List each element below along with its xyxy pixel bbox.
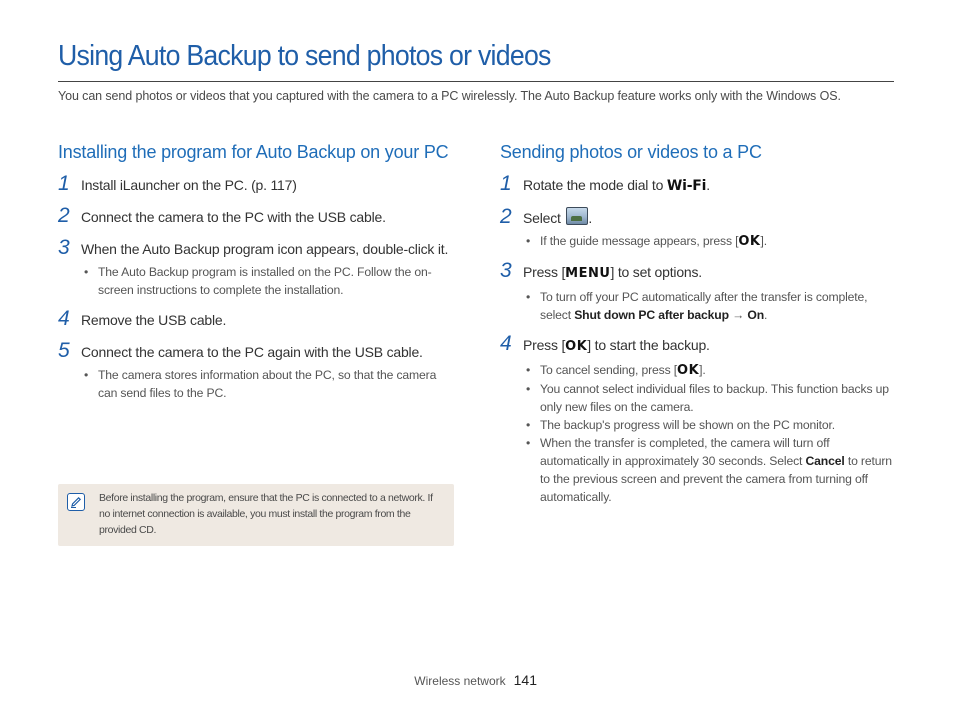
step-bullets xyxy=(523,361,896,506)
step-text: Press [ xyxy=(523,337,566,353)
intro-paragraph: You can send photos or videos that you captured with the camera to a PC wirelessly. The Auto Backup feature works only with the Windows OS. xyxy=(58,89,841,103)
bullet-item xyxy=(523,434,896,506)
sending-section xyxy=(500,140,896,506)
bullet-text-end: . xyxy=(764,308,768,322)
bullet-text-end: to return to the previous screen and prevent the camera from turning off automatically. xyxy=(540,454,892,504)
note-box xyxy=(58,484,454,546)
step-text: Rotate the mode dial to xyxy=(523,177,667,193)
step-number: 3 xyxy=(58,236,70,259)
install-heading: Installing the program for Auto Backup on your PC xyxy=(58,142,449,162)
step-text-end: ] to start the backup. xyxy=(587,337,710,353)
cancel-option-label: Cancel xyxy=(805,454,845,468)
bullet-text: When the transfer is completed, the camera will turn off automatically in approximately 30 seconds. Select xyxy=(540,436,830,468)
step-bullets xyxy=(81,263,454,299)
step-text: Connect the camera to the PC again with the USB cable. xyxy=(81,344,423,360)
step-number: 5 xyxy=(58,339,70,362)
auto-backup-icon xyxy=(566,207,588,225)
ok-button-glyph: OK xyxy=(738,234,761,249)
step-number: 2 xyxy=(500,205,512,228)
menu-value-label: On xyxy=(747,308,765,322)
bullet-item xyxy=(523,232,896,251)
arrow-glyph: → xyxy=(728,308,748,322)
bullet-text: To cancel sending, press [ xyxy=(540,363,678,377)
sending-heading: Sending photos or videos to a PC xyxy=(500,142,762,162)
bullet-text: To turn off your PC automatically after the transfer is complete, select xyxy=(540,290,868,322)
step-text-end: . xyxy=(706,177,710,193)
step-text: Connect the camera to the PC with the USB cable. xyxy=(81,209,386,225)
menu-button-glyph: MENU xyxy=(565,266,611,281)
bullet-item: • The camera stores information about the PC, so that the camera can send files to the PC. xyxy=(81,366,454,402)
step-text: When the Auto Backup program icon appears, double-click it. xyxy=(81,241,449,257)
install-step-1 xyxy=(58,174,454,196)
step-number: 1 xyxy=(58,172,70,195)
step-number: 4 xyxy=(58,307,70,330)
send-step-3 xyxy=(500,261,896,324)
note-text: Before installing the program, ensure that the PC is connected to a network. If no internet connection is available, you must install the program from the provided CD. xyxy=(99,492,433,536)
step-bullets xyxy=(523,288,896,324)
bullet-item: • The backup's progress will be shown on the PC monitor. xyxy=(523,416,896,434)
step-number: 3 xyxy=(500,259,512,282)
wifi-mode-glyph: Wi-Fi xyxy=(666,178,707,194)
send-step-4 xyxy=(500,334,896,506)
bullet-text: If the guide message appears, press [ xyxy=(540,234,739,248)
step-text: Press [ xyxy=(523,264,566,280)
install-step-5 xyxy=(58,341,454,402)
install-step-2 xyxy=(58,206,454,228)
note-pencil-icon xyxy=(67,493,85,511)
step-text: Remove the USB cable. xyxy=(81,312,227,328)
bullet-item xyxy=(523,288,896,324)
footer-section-name: Wireless network xyxy=(414,674,506,688)
step-bullets xyxy=(523,232,896,251)
install-section xyxy=(58,140,454,402)
bullet-item xyxy=(523,361,896,380)
send-step-1 xyxy=(500,174,896,197)
step-bullets xyxy=(81,366,454,402)
step-number: 2 xyxy=(58,204,70,227)
step-number: 4 xyxy=(500,332,512,355)
step-text: Install iLauncher on the PC. (p. 117) xyxy=(81,177,297,193)
ok-button-glyph: OK xyxy=(677,363,700,378)
send-step-2 xyxy=(500,207,896,251)
page-title: Using Auto Backup to send photos or videos xyxy=(58,40,551,72)
title-divider xyxy=(58,81,894,82)
step-number: 1 xyxy=(500,172,512,195)
ok-button-glyph: OK xyxy=(565,339,588,354)
step-text: Select xyxy=(523,210,565,226)
menu-option-label: Shut down PC after backup xyxy=(574,308,729,322)
step-text-end: ] to set options. xyxy=(610,264,702,280)
bullet-item: • You cannot select individual files to backup. This function backs up only new files on the camera. xyxy=(523,380,896,416)
install-step-4 xyxy=(58,309,454,331)
install-step-3 xyxy=(58,238,454,299)
page-footer xyxy=(414,672,537,688)
bullet-text-end: ]. xyxy=(760,234,767,248)
bullet-item: • The Auto Backup program is installed on the PC. Follow the on-screen instructions to complete the installation. xyxy=(81,263,454,299)
bullet-text-end: ]. xyxy=(699,363,706,377)
step-text-end: . xyxy=(588,210,593,226)
page-number: 141 xyxy=(513,672,537,688)
